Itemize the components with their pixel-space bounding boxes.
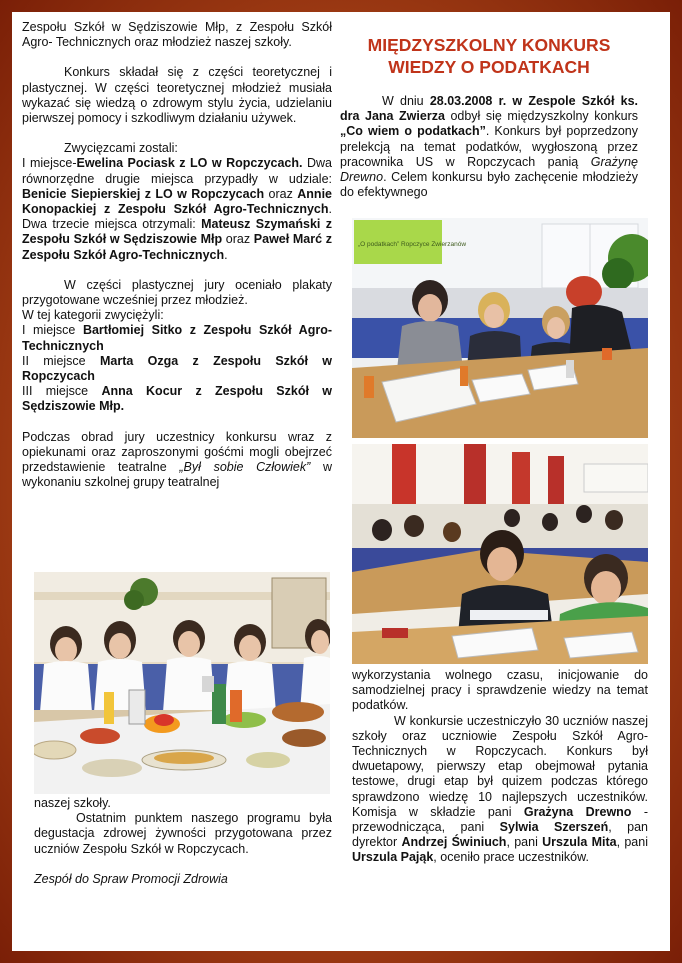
paragraph-theatre: Podczas obrad jury uczestnicy konkursu wraz z opiekunami oraz zaproszonymi gośćmi mogli obejrzeć przedstawienie teatralne „Był sobie Człowiek” w wykonaniu szkolnej grupy teatralnej [22,429,333,490]
paragraph-winners: I miejsce-Ewelina Pociask z LO w Ropczycach. Dwa równorzędne drugie miejsca przypadły w udziale: Benicie Siepierskiej z LO w Ropczycach oraz Annie Konopackiej z Zespołu Szkół Agro-Technicznych. Dwa trzecie miejsca otrzymali: Mateusz Szymański z Zespołu Szkół w Sędziszowie Młp oraz Paweł Marć z Zespołu Szkół Agro-Technicznych. [22,156,332,262]
left-column-bottom [34,796,332,887]
paragraph-food-tasting: Ostatnim punktem naszego programu była degustacja zdrowej żywności przygotowana przez uczniów Zespołu Szkół w Ropczycach. [34,811,332,856]
photo-students-writing-test [352,444,648,664]
paragraph-contest-goals: wykorzystania wolnego czasu, inicjowanie do samodzielnej pracy i sprawdzenie wiedzy na temat podatków. [352,668,648,713]
article-title: MIĘDZYSZKOLNY KONKURS WIEDZY O PODATKACH [367,35,611,77]
photo-lecture-table [352,218,648,438]
paragraph-contest-details: W konkursie uczestniczyło 30 uczniów naszej szkoły oraz uczniowie Zespołu Szkół Agro-Technicznych w Ropczycach. Konkurs był dwuetapowy, pierwszy etap obejmował pytania testowe, drugi etap był quizem podczas którego sprawdzono wiedzę 10 najlepszych uczestników. Komisja w składzie pani Grażyna Drewno - przewodnicząca, pani Sylwia Szerszeń, pan dyrektor Andrzej Świniuch, pani Urszula Mita, pani Urszula Pająk, oceniło prace uczestników. [352,713,649,865]
signature: Zespół do Spraw Promocji Zdrowia [34,871,228,886]
art-winner-1: I miejsce Bartłomiej Sitko z Zespołu Szkół Agro- Technicznych [22,323,333,353]
paragraph-art-part: W części plastycznej jury oceniało plakaty przygotowane wcześniej przez młodzież. [22,277,332,308]
art-category-heading: W tej kategorii zwyciężyli: [22,308,164,323]
paragraph-theatre-end: naszej szkoły. [34,796,111,810]
art-winner-2: II miejsce Marta Ozga z Zespołu Szkół w Ropczycach [22,353,333,384]
winners-heading: Zwycięzcami zostali: [64,141,178,156]
banner-text: „O podatkach” Ropczyce Zwierzanów [358,241,467,248]
photo-healthy-food-buffet [34,572,330,794]
paragraph-contest-parts: Konkurs składał się z części teoretycznej i plastycznej. W części teoretycznej młodzież musiała wykazać się wiedzą o zdrowym stylu życia, udzielaniu pierwszej pomocy i szkodliwym działaniu używek. [22,65,332,126]
paragraph-intro: Zespołu Szkół w Sędziszowie Młp, z Zespołu Szkół Agro- Technicznych oraz młodzież naszej szkoły. [22,20,332,50]
art-winner-3: III miejsce Anna Kocur z Zespołu Szkół w Sędziszowie Młp. [22,384,332,414]
paragraph-tax-contest: W dniu 28.03.2008 r. w Zespole Szkół ks. dra Jana Zwierza odbył się międzyszkolny konkurs „Co wiem o podatkach”. Konkurs był poprzedzony prelekcją na temat podatków, wygłoszoną przez pracownika US w Ropczycach panią Grażynę Drewno. Celem konkursu było zachęcenie młodzieży do efektywnego [340,94,638,200]
right-column-bottom [352,668,648,866]
right-column [340,34,638,200]
left-column [22,20,332,490]
